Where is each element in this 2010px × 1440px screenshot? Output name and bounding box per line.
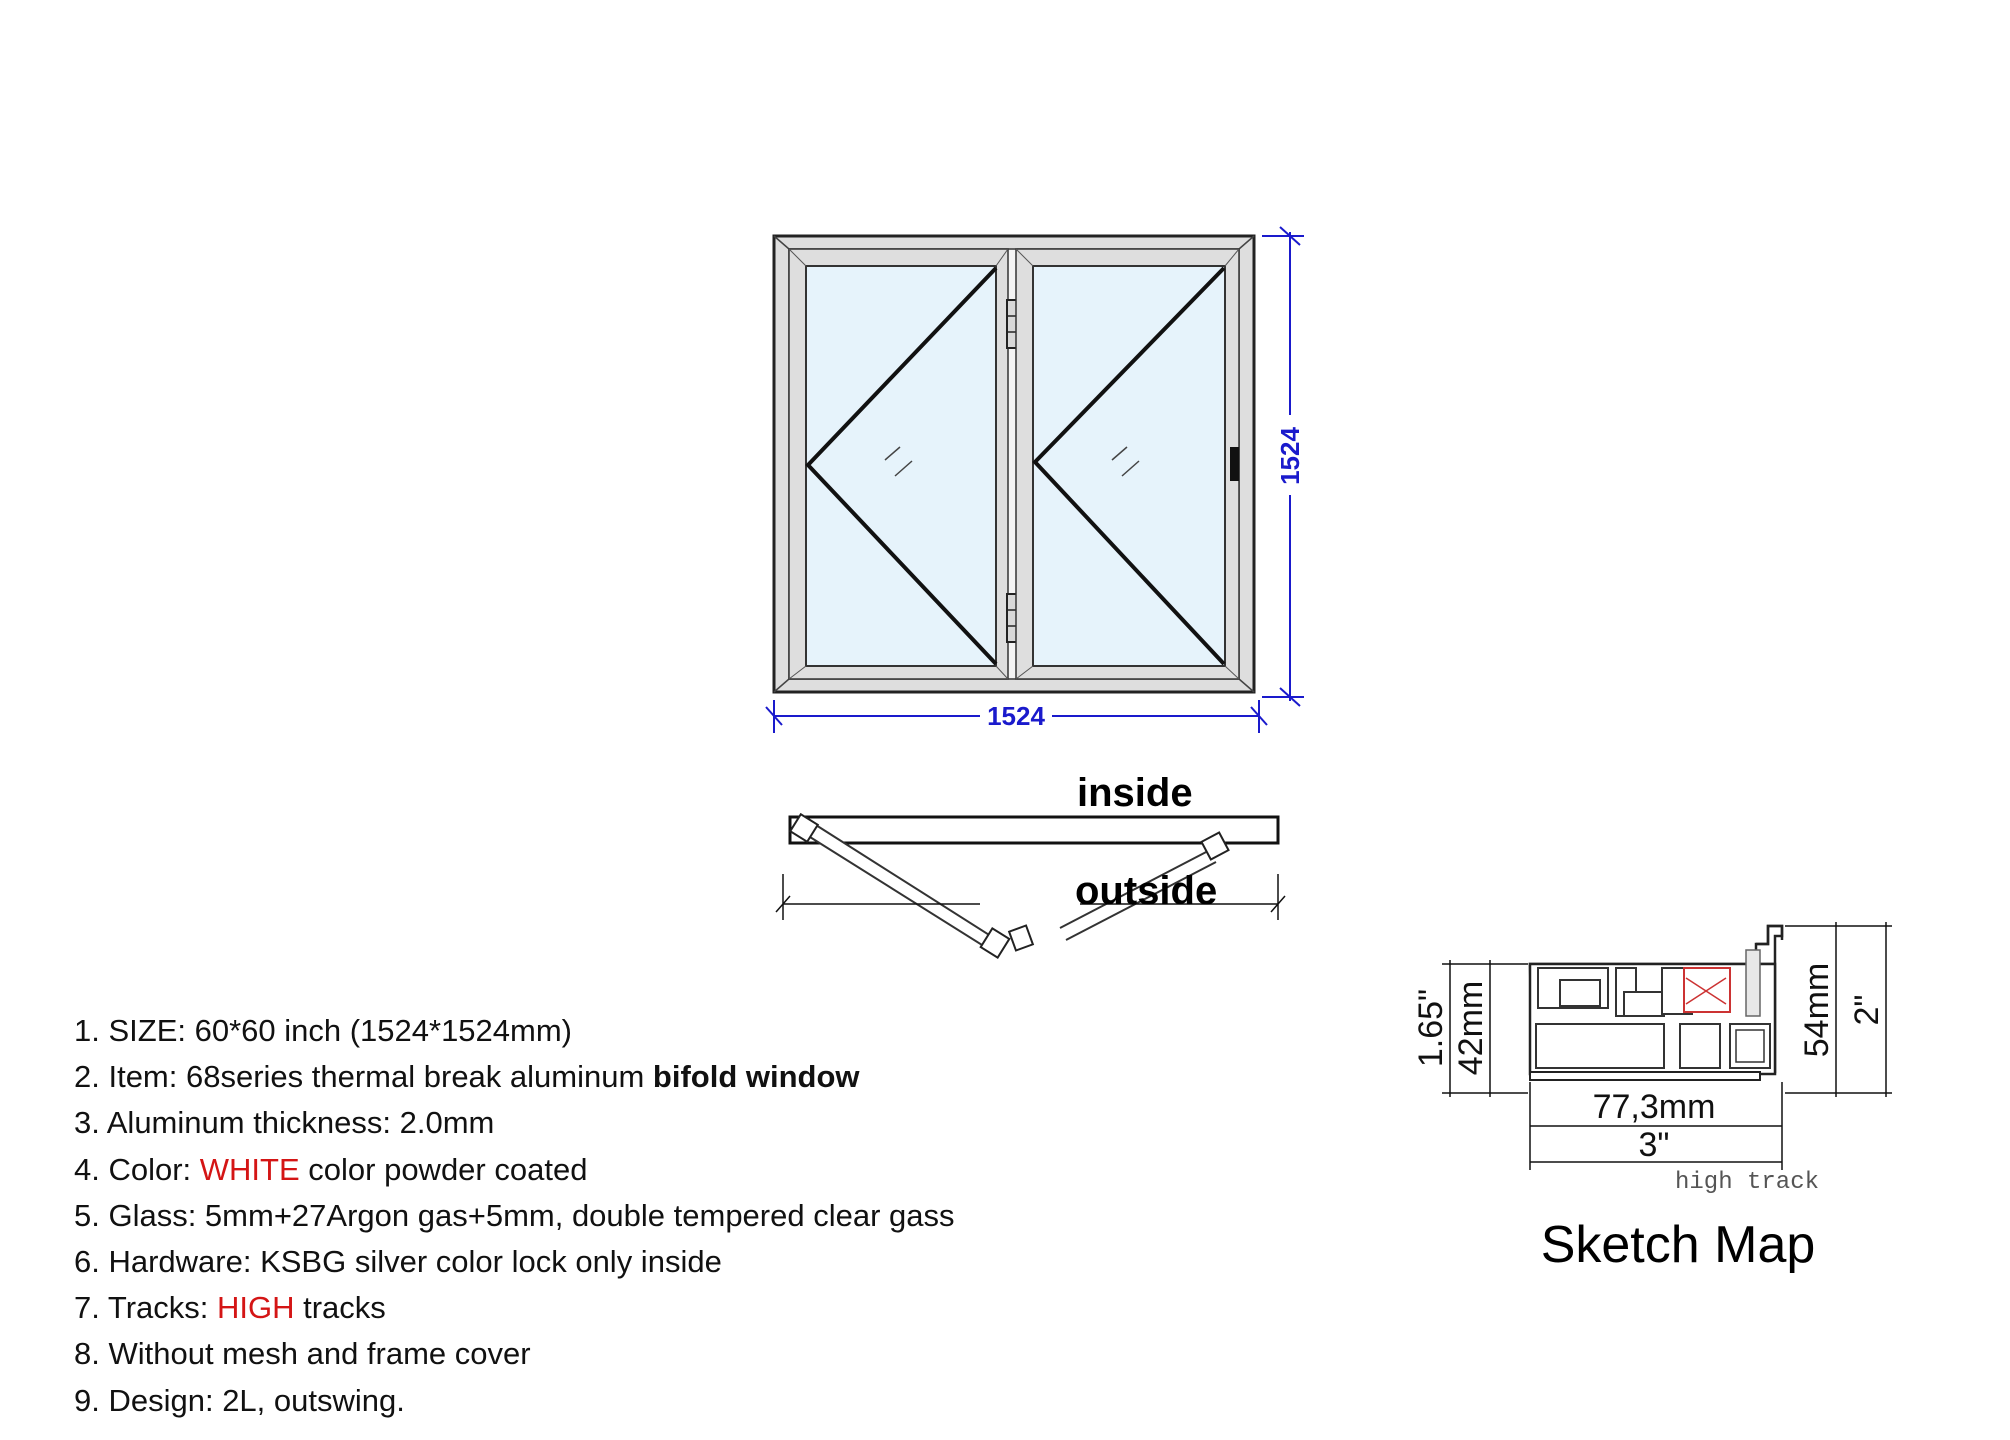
spec-prefix: 1. SIZE: 60*60 inch (1524*1524mm): [74, 1013, 572, 1048]
width-dimension: [766, 700, 1267, 733]
spec-prefix: 2. Item: 68series thermal break aluminum: [74, 1059, 653, 1095]
spec-item: [74, 1285, 1174, 1331]
height-dimension: [1262, 227, 1305, 706]
right-glass-pane: [1033, 266, 1225, 666]
sketch-map-caption: Sketch Map: [1540, 1216, 1816, 1274]
dim-54mm: 54mm: [1798, 962, 1836, 1058]
spec-prefix: 4. Color:: [74, 1151, 200, 1187]
spec-item: [74, 1239, 1174, 1285]
spec-item: [74, 1193, 1174, 1239]
inside-label: inside: [1077, 771, 1193, 815]
spec-red: WHITE: [199, 1151, 300, 1187]
spec-item: [74, 1378, 1174, 1424]
spec-item: [74, 1147, 1174, 1193]
width-dimension-label: 1524: [987, 701, 1045, 731]
dim-2-inch: 2": [1848, 994, 1886, 1026]
profile-section: [1412, 922, 1892, 1274]
left-sash: [789, 249, 1008, 679]
spec-suffix: color powder coated: [299, 1151, 588, 1187]
dim-77-3mm: 77,3mm: [1592, 1088, 1716, 1126]
spec-prefix: 8. Without mesh and frame cover: [74, 1336, 531, 1372]
spec-prefix: 3. Aluminum thickness: 2.0mm: [74, 1105, 495, 1141]
spec-prefix: 9. Design: 2L, outswing.: [74, 1382, 405, 1418]
spec-item: [74, 1008, 1174, 1054]
plan-view: [776, 771, 1285, 958]
outside-label: outside: [1075, 869, 1218, 913]
spec-list: [74, 1008, 1174, 1424]
left-glass-pane: [806, 266, 996, 666]
spec-bold: bifold window: [652, 1059, 860, 1095]
spec-item: [74, 1100, 1174, 1146]
right-sash: [1016, 249, 1239, 679]
dim-3-inch: 3": [1638, 1126, 1670, 1164]
spec-item: [74, 1331, 1174, 1377]
height-dimension-label: 1524: [1275, 427, 1305, 485]
spec-prefix: 6. Hardware: KSBG silver color lock only inside: [74, 1244, 722, 1280]
window-elevation: [774, 236, 1254, 692]
dim-42mm: 42mm: [1452, 980, 1490, 1076]
spec-prefix: 5. Glass: 5mm+27Argon gas+5mm, double tempered clear gass: [74, 1197, 955, 1233]
spec-item: [74, 1054, 1174, 1100]
dim-1-65-inch: 1.65": [1412, 988, 1450, 1068]
spec-prefix: 7. Tracks:: [74, 1290, 217, 1326]
spec-suffix: tracks: [294, 1290, 386, 1326]
high-track-label: high track: [1674, 1169, 1820, 1196]
lock-handle-icon: [1230, 447, 1239, 481]
spec-red: HIGH: [216, 1290, 295, 1326]
